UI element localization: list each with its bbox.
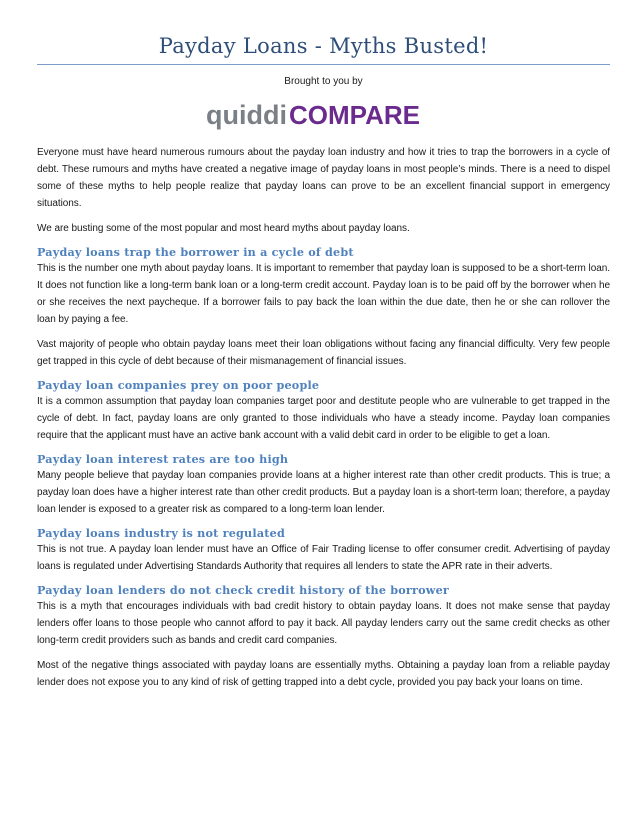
section-paragraph: Vast majority of people who obtain payday loans meet their loan obligations without facing any financial difficulty. Very few people get trapped in this cycle of debt because of their mismanagement of financial issues. bbox=[37, 339, 610, 367]
logo-text-compare: COMPARE bbox=[288, 100, 420, 130]
section-paragraph: Most of the negative things associated with payday loans are essentially myths. Obtaining a payday loan from a reliable payday lender does not expose you to any kind of risk of getting trapped into a debt cycle, provided you pay back your loans on time. bbox=[37, 660, 610, 688]
quiddicompare-logo bbox=[37, 99, 610, 133]
logo-text-quiddi: quiddi bbox=[205, 100, 287, 130]
intro-paragraph: We are busting some of the most popular and most heard myths about payday loans. bbox=[37, 223, 410, 234]
intro-paragraph: Everyone must have heard numerous rumours about the payday loan industry and how it tries to trap the borrowers in a cycle of debt. These rumours and myths have created a negative image of payday loans in most people’s minds. There is a need to dispel some of these myths to help people realize that payday loans can prove to be an excellent financial support in emergency situations. bbox=[37, 147, 610, 209]
section-heading: Payday loan lenders do not check credit history of the borrower bbox=[37, 583, 450, 597]
section-heading: Payday loans trap the borrower in a cycle of debt bbox=[37, 245, 354, 259]
section-heading: Payday loans industry is not regulated bbox=[37, 526, 285, 540]
byline: Brought to you by bbox=[284, 76, 363, 87]
section-paragraph: It is a common assumption that payday loan companies target poor and destitute people who are vulnerable to get trapped in the cycle of debt. In fact, payday loans are only granted to those individuals who have a steady income. Payday loan companies require that the applicant must have an active bank account with a valid debit card in order to be eligible to get a loan. bbox=[37, 396, 610, 441]
section-paragraph: Many people believe that payday loan companies provide loans at a higher interest rate than other credit products. This is true; a payday loan does have a higher interest rate than other credit products. But a payday loan is a short-term loan; therefore, a payday loan lender is exposed to a greater risk as compared to a long-term loan lender. bbox=[37, 470, 610, 515]
document-title: Payday Loans - Myths Busted! bbox=[158, 34, 489, 58]
section-heading: Payday loan interest rates are too high bbox=[37, 452, 289, 466]
section-paragraph: This is a myth that encourages individuals with bad credit history to obtain payday loans. It does not make sense that payday lenders offer loans to those people who cannot afford to pay it back. All payday lenders carry out the same credit checks as other long-term credit providers such as bands and credit card companies. bbox=[37, 601, 610, 646]
section-paragraph: This is the number one myth about payday loans. It is important to remember that payday loan is supposed to be a short-term loan. It does not function like a long-term bank loan or a long-term credit account. Payday loan is to be paid off by the borrower when he or she receives the next paycheque. If a borrower fails to pay back the loan within the due date, then he or she can rollover the loan by paying a fee. bbox=[37, 263, 610, 325]
section-paragraph: This is not true. A payday loan lender must have an Office of Fair Trading license to offer consumer credit. Advertising of payday loans is regulated under Advertising Standards Authority that requires all lenders to state the APR rate in their adverts. bbox=[37, 544, 610, 572]
quiddicompare-logo-graphic bbox=[204, 99, 444, 133]
title-underline bbox=[37, 64, 610, 65]
document-body bbox=[37, 144, 610, 691]
section-heading: Payday loan companies prey on poor people bbox=[37, 378, 320, 392]
